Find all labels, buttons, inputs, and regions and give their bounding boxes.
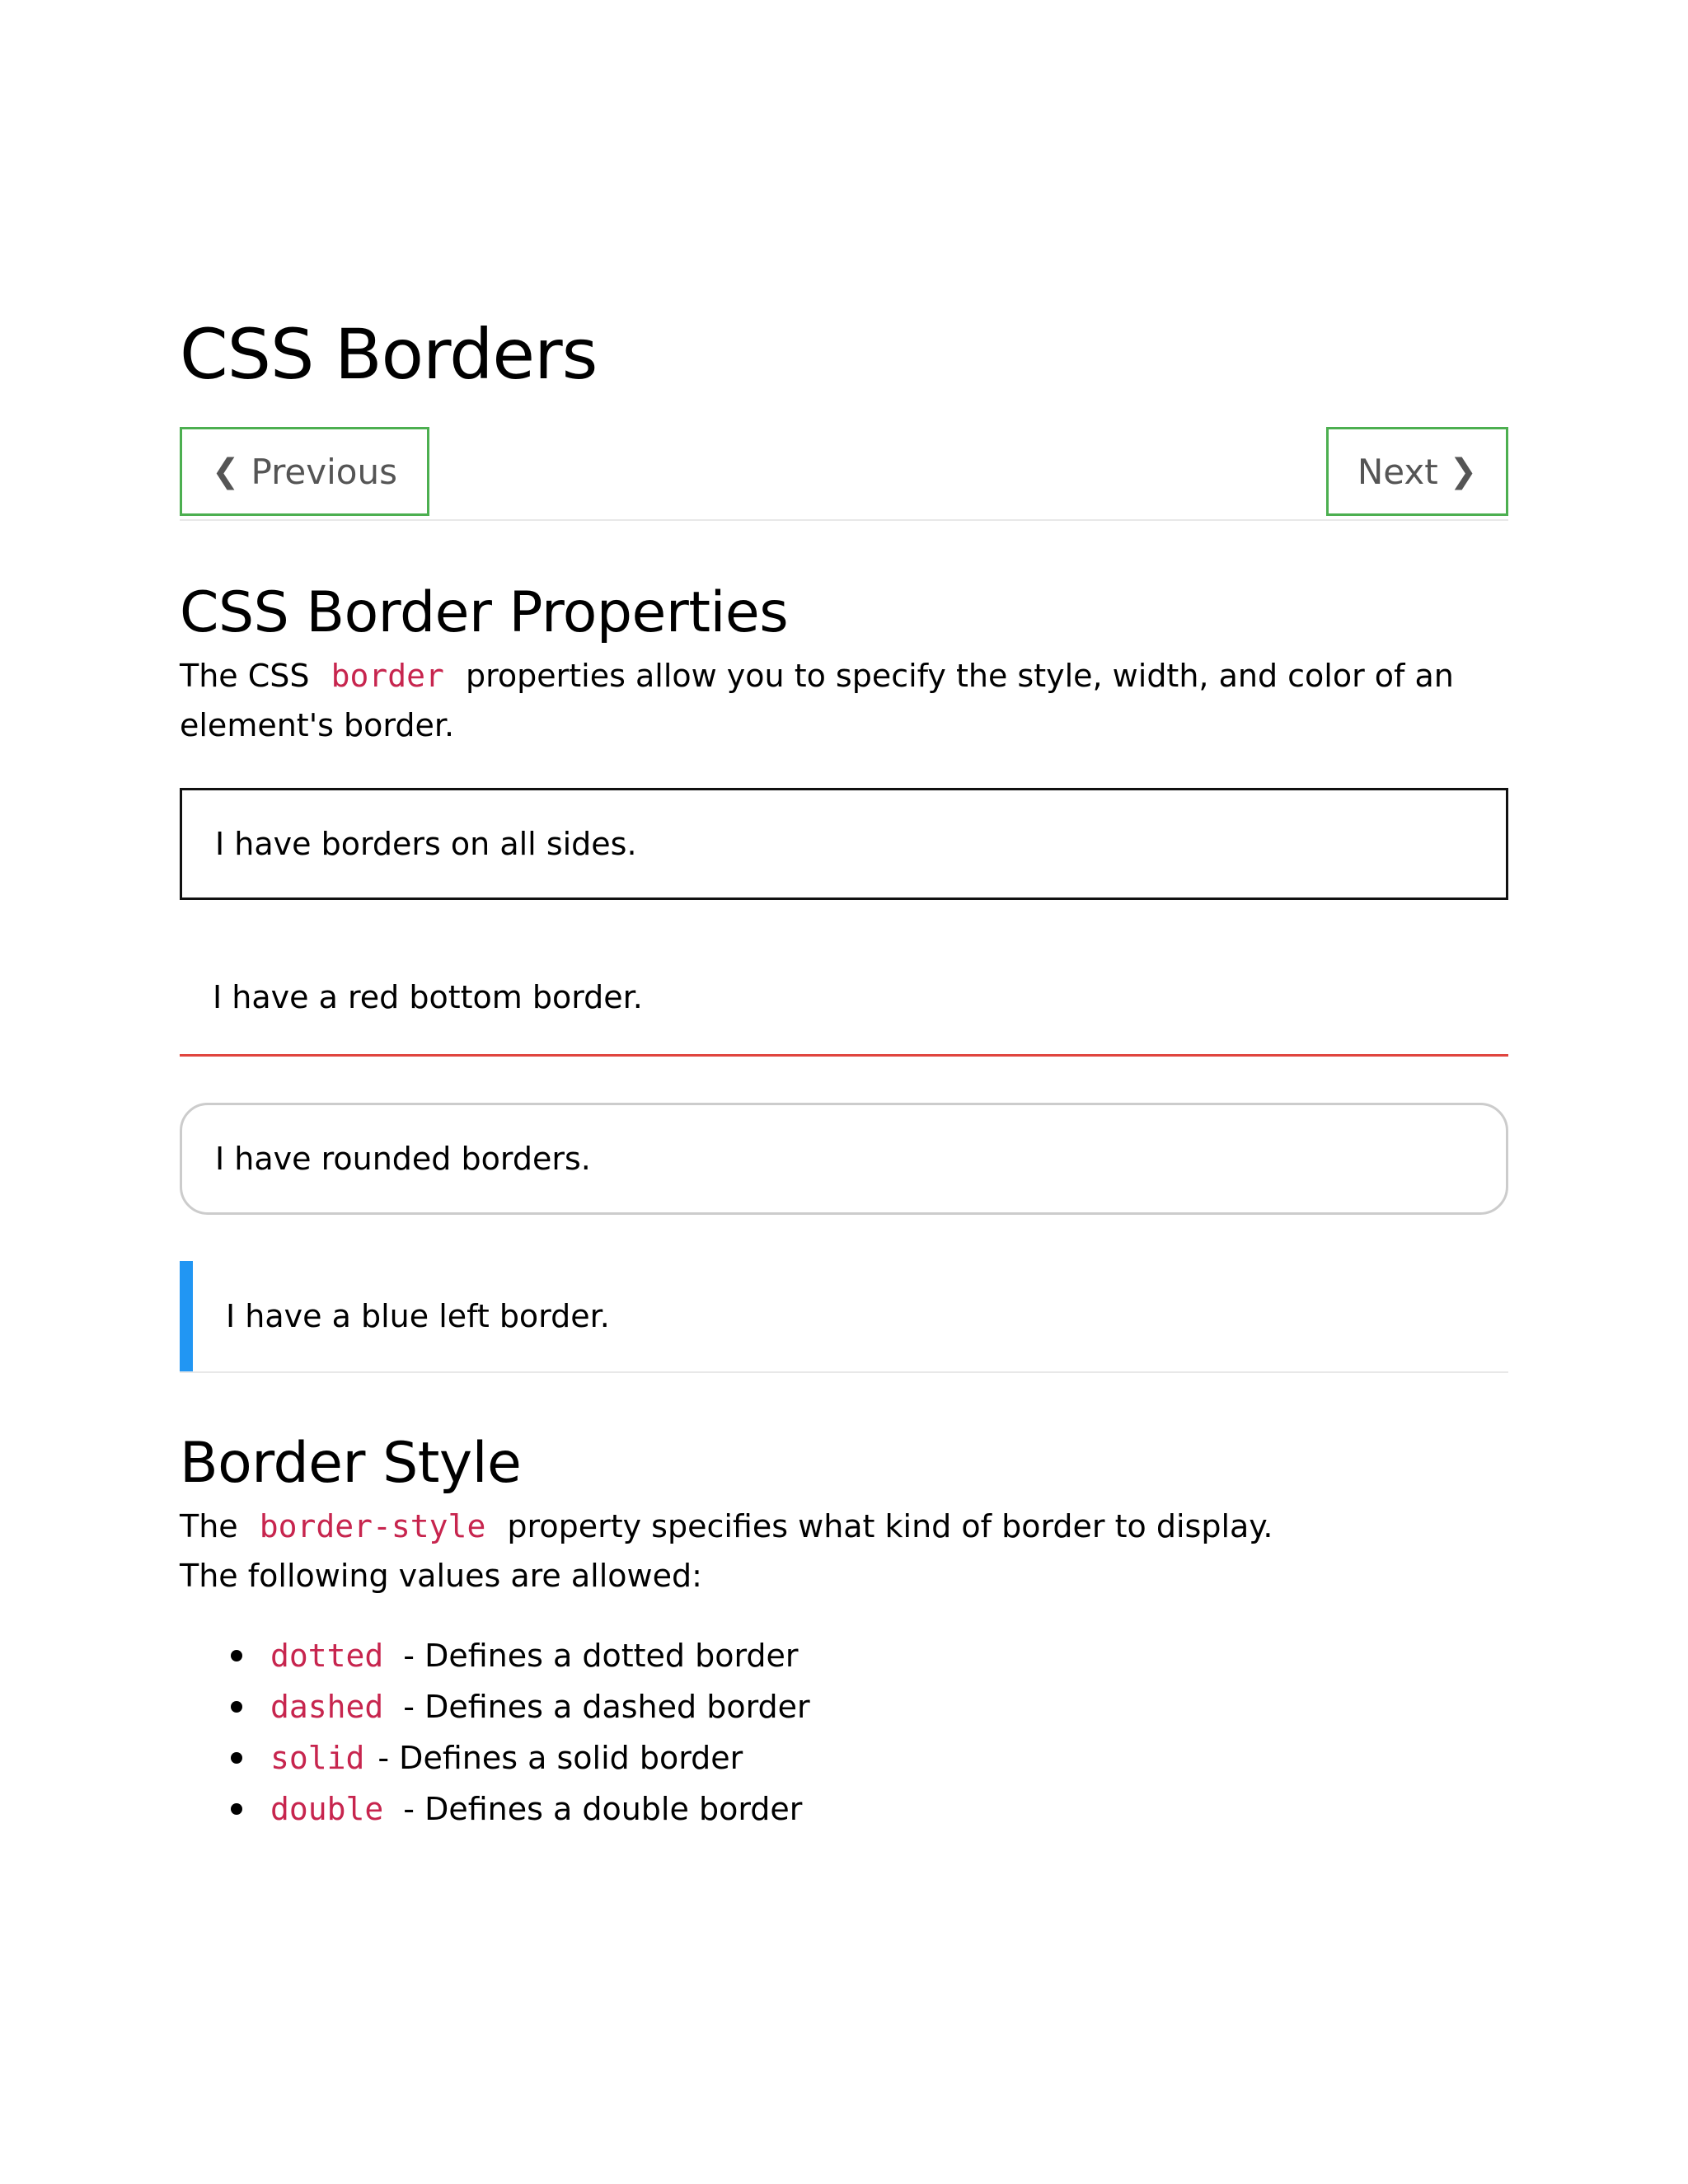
bullet-icon [231,1803,242,1815]
intro-text-after: properties allow you to specify the style, width, and color of an element's border. [180,658,1454,743]
next-button[interactable] [1326,427,1508,516]
list-item [270,1630,1508,1681]
code-value: dashed [270,1689,384,1725]
demo-rounded-text: I have rounded borders. [215,1141,591,1177]
list-item [270,1681,1508,1732]
chevron-left-icon: ❮ [211,452,240,490]
code-border: border [331,658,444,694]
divider [180,519,1508,521]
bullet-icon [231,1752,242,1764]
demo-all-sides-border [180,788,1508,900]
intro-text-before: The CSS [180,658,310,694]
bullet-icon [231,1650,242,1661]
border-style-intro [180,1502,1508,1551]
chevron-right-icon: ❯ [1449,452,1478,490]
list-item [270,1732,1508,1783]
next-label: Next [1357,451,1438,492]
value-description: - Defines a dotted border [403,1638,799,1674]
previous-label: Previous [251,451,397,492]
pagination-nav [180,427,1508,519]
allowed-values-intro: The following values are allowed: [180,1558,702,1594]
value-description: - Defines a solid border [377,1740,743,1776]
code-border-style: border-style [259,1508,486,1544]
demo-red-bottom-border [180,946,1508,1057]
style-intro-before: The [180,1508,238,1544]
value-description: - Defines a dashed border [403,1689,810,1725]
demo-blue-left-text: I have a blue left border. [226,1298,610,1334]
demo-red-bottom-text: I have a red bottom border. [213,979,643,1015]
previous-button[interactable] [180,427,429,516]
divider [180,1371,1508,1373]
page-title: CSS Borders [180,314,598,395]
bullet-icon [231,1701,242,1713]
demo-blue-left-border [180,1261,1508,1371]
demo-rounded-border [180,1103,1508,1215]
code-value: dotted [270,1638,384,1674]
section-heading-border-properties: CSS Border Properties [180,580,789,645]
style-intro-after: property specifies what kind of border to display. [507,1508,1273,1544]
code-value: double [270,1791,384,1827]
value-description: - Defines a double border [403,1791,803,1827]
main-content [180,305,1508,1835]
border-properties-intro [180,651,1508,750]
section-heading-border-style: Border Style [180,1431,522,1496]
list-item [270,1783,1508,1835]
code-value: solid [270,1740,365,1776]
demo-all-sides-text: I have borders on all sides. [215,826,637,862]
border-style-values-list [180,1630,1508,1835]
